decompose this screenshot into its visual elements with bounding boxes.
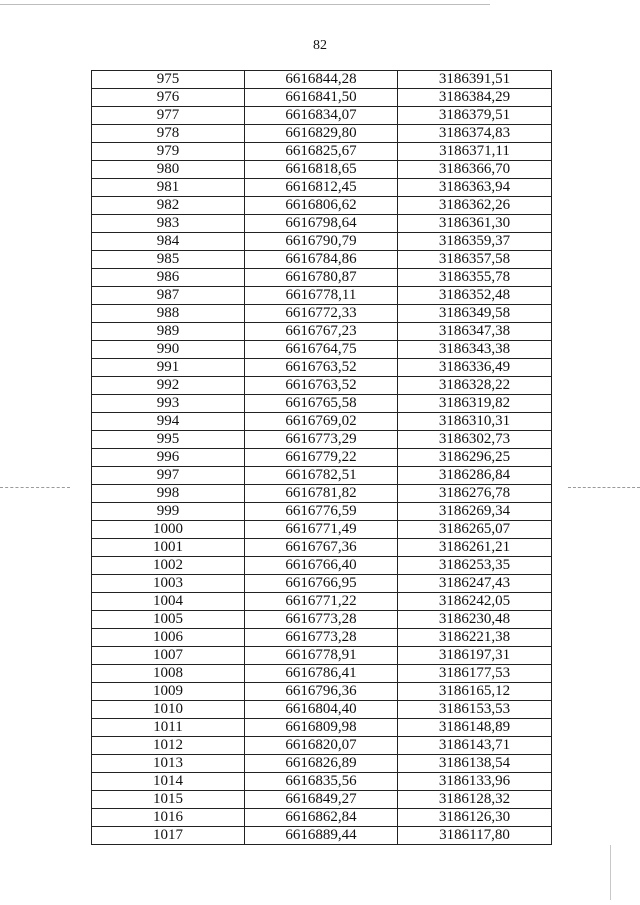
y-coordinate-cell: 3186117,80 (398, 827, 552, 845)
table-row (92, 791, 552, 809)
coordinates-table-body (92, 71, 552, 845)
y-coordinate-cell: 3186336,49 (398, 359, 552, 377)
table-row (92, 305, 552, 323)
x-coordinate-cell: 6616780,87 (245, 269, 398, 287)
y-coordinate-cell: 3186247,43 (398, 575, 552, 593)
x-coordinate-cell: 6616763,52 (245, 377, 398, 395)
point-number-cell: 1004 (92, 593, 245, 611)
x-coordinate-cell: 6616812,45 (245, 179, 398, 197)
point-number-cell: 978 (92, 125, 245, 143)
point-number-cell: 992 (92, 377, 245, 395)
y-coordinate-cell: 3186253,35 (398, 557, 552, 575)
y-coordinate-cell: 3186366,70 (398, 161, 552, 179)
x-coordinate-cell: 6616849,27 (245, 791, 398, 809)
x-coordinate-cell: 6616829,80 (245, 125, 398, 143)
x-coordinate-cell: 6616767,23 (245, 323, 398, 341)
table-row (92, 161, 552, 179)
table-row (92, 395, 552, 413)
point-number-cell: 1013 (92, 755, 245, 773)
x-coordinate-cell: 6616841,50 (245, 89, 398, 107)
point-number-cell: 993 (92, 395, 245, 413)
table-row (92, 647, 552, 665)
x-coordinate-cell: 6616763,52 (245, 359, 398, 377)
point-number-cell: 999 (92, 503, 245, 521)
table-row (92, 143, 552, 161)
x-coordinate-cell: 6616796,36 (245, 683, 398, 701)
x-coordinate-cell: 6616825,67 (245, 143, 398, 161)
x-coordinate-cell: 6616766,95 (245, 575, 398, 593)
y-coordinate-cell: 3186143,71 (398, 737, 552, 755)
point-number-cell: 977 (92, 107, 245, 125)
x-coordinate-cell: 6616765,58 (245, 395, 398, 413)
x-coordinate-cell: 6616771,49 (245, 521, 398, 539)
point-number-cell: 983 (92, 215, 245, 233)
table-row (92, 503, 552, 521)
table-row (92, 323, 552, 341)
x-coordinate-cell: 6616826,89 (245, 755, 398, 773)
table-row (92, 737, 552, 755)
top-rule (0, 4, 490, 5)
table-row (92, 539, 552, 557)
table-row (92, 197, 552, 215)
y-coordinate-cell: 3186138,54 (398, 755, 552, 773)
point-number-cell: 979 (92, 143, 245, 161)
point-number-cell: 1008 (92, 665, 245, 683)
x-coordinate-cell: 6616809,98 (245, 719, 398, 737)
y-coordinate-cell: 3186230,48 (398, 611, 552, 629)
y-coordinate-cell: 3186133,96 (398, 773, 552, 791)
y-coordinate-cell: 3186328,22 (398, 377, 552, 395)
point-number-cell: 980 (92, 161, 245, 179)
table-row (92, 809, 552, 827)
x-coordinate-cell: 6616806,62 (245, 197, 398, 215)
point-number-cell: 994 (92, 413, 245, 431)
y-coordinate-cell: 3186319,82 (398, 395, 552, 413)
table-row (92, 683, 552, 701)
table-row (92, 557, 552, 575)
left-margin-mark (0, 487, 70, 488)
x-coordinate-cell: 6616773,28 (245, 611, 398, 629)
point-number-cell: 986 (92, 269, 245, 287)
x-coordinate-cell: 6616778,11 (245, 287, 398, 305)
y-coordinate-cell: 3186343,38 (398, 341, 552, 359)
x-coordinate-cell: 6616844,28 (245, 71, 398, 89)
table-row (92, 269, 552, 287)
point-number-cell: 1014 (92, 773, 245, 791)
point-number-cell: 976 (92, 89, 245, 107)
table-row (92, 287, 552, 305)
y-coordinate-cell: 3186357,58 (398, 251, 552, 269)
page-number: 82 (313, 38, 327, 53)
table-row (92, 611, 552, 629)
y-coordinate-cell: 3186352,48 (398, 287, 552, 305)
point-number-cell: 998 (92, 485, 245, 503)
table-row (92, 593, 552, 611)
table-row (92, 701, 552, 719)
table-row (92, 773, 552, 791)
point-number-cell: 984 (92, 233, 245, 251)
table-row (92, 827, 552, 845)
y-coordinate-cell: 3186153,53 (398, 701, 552, 719)
y-coordinate-cell: 3186359,37 (398, 233, 552, 251)
point-number-cell: 1015 (92, 791, 245, 809)
x-coordinate-cell: 6616820,07 (245, 737, 398, 755)
side-rule (610, 845, 611, 900)
table-row (92, 341, 552, 359)
y-coordinate-cell: 3186242,05 (398, 593, 552, 611)
x-coordinate-cell: 6616779,22 (245, 449, 398, 467)
right-margin-mark (568, 487, 640, 488)
table-row (92, 107, 552, 125)
x-coordinate-cell: 6616781,82 (245, 485, 398, 503)
y-coordinate-cell: 3186302,73 (398, 431, 552, 449)
point-number-cell: 1012 (92, 737, 245, 755)
x-coordinate-cell: 6616784,86 (245, 251, 398, 269)
point-number-cell: 982 (92, 197, 245, 215)
y-coordinate-cell: 3186261,21 (398, 539, 552, 557)
x-coordinate-cell: 6616764,75 (245, 341, 398, 359)
point-number-cell: 1016 (92, 809, 245, 827)
y-coordinate-cell: 3186349,58 (398, 305, 552, 323)
x-coordinate-cell: 6616773,28 (245, 629, 398, 647)
point-number-cell: 1007 (92, 647, 245, 665)
point-number-cell: 987 (92, 287, 245, 305)
y-coordinate-cell: 3186362,26 (398, 197, 552, 215)
table-row (92, 431, 552, 449)
x-coordinate-cell: 6616766,40 (245, 557, 398, 575)
x-coordinate-cell: 6616771,22 (245, 593, 398, 611)
x-coordinate-cell: 6616782,51 (245, 467, 398, 485)
y-coordinate-cell: 3186391,51 (398, 71, 552, 89)
y-coordinate-cell: 3186371,11 (398, 143, 552, 161)
table-row (92, 71, 552, 89)
point-number-cell: 985 (92, 251, 245, 269)
x-coordinate-cell: 6616776,59 (245, 503, 398, 521)
y-coordinate-cell: 3186165,12 (398, 683, 552, 701)
y-coordinate-cell: 3186197,31 (398, 647, 552, 665)
table-row (92, 359, 552, 377)
point-number-cell: 1003 (92, 575, 245, 593)
table-row (92, 521, 552, 539)
table-row (92, 377, 552, 395)
y-coordinate-cell: 3186148,89 (398, 719, 552, 737)
point-number-cell: 1005 (92, 611, 245, 629)
table-row (92, 467, 552, 485)
table-row (92, 179, 552, 197)
x-coordinate-cell: 6616778,91 (245, 647, 398, 665)
x-coordinate-cell: 6616790,79 (245, 233, 398, 251)
y-coordinate-cell: 3186310,31 (398, 413, 552, 431)
x-coordinate-cell: 6616773,29 (245, 431, 398, 449)
y-coordinate-cell: 3186269,34 (398, 503, 552, 521)
x-coordinate-cell: 6616767,36 (245, 539, 398, 557)
y-coordinate-cell: 3186286,84 (398, 467, 552, 485)
table-row (92, 719, 552, 737)
y-coordinate-cell: 3186347,38 (398, 323, 552, 341)
point-number-cell: 997 (92, 467, 245, 485)
table-row (92, 449, 552, 467)
table-row (92, 251, 552, 269)
point-number-cell: 989 (92, 323, 245, 341)
point-number-cell: 991 (92, 359, 245, 377)
x-coordinate-cell: 6616798,64 (245, 215, 398, 233)
x-coordinate-cell: 6616835,56 (245, 773, 398, 791)
point-number-cell: 1011 (92, 719, 245, 737)
x-coordinate-cell: 6616818,65 (245, 161, 398, 179)
y-coordinate-cell: 3186374,83 (398, 125, 552, 143)
point-number-cell: 1017 (92, 827, 245, 845)
x-coordinate-cell: 6616786,41 (245, 665, 398, 683)
x-coordinate-cell: 6616834,07 (245, 107, 398, 125)
table-row (92, 233, 552, 251)
point-number-cell: 1006 (92, 629, 245, 647)
y-coordinate-cell: 3186177,53 (398, 665, 552, 683)
x-coordinate-cell: 6616889,44 (245, 827, 398, 845)
point-number-cell: 995 (92, 431, 245, 449)
coordinates-table (91, 70, 552, 845)
table-row (92, 485, 552, 503)
x-coordinate-cell: 6616862,84 (245, 809, 398, 827)
y-coordinate-cell: 3186126,30 (398, 809, 552, 827)
y-coordinate-cell: 3186128,32 (398, 791, 552, 809)
y-coordinate-cell: 3186384,29 (398, 89, 552, 107)
table-row (92, 89, 552, 107)
point-number-cell: 988 (92, 305, 245, 323)
x-coordinate-cell: 6616772,33 (245, 305, 398, 323)
point-number-cell: 1009 (92, 683, 245, 701)
point-number-cell: 1000 (92, 521, 245, 539)
y-coordinate-cell: 3186221,38 (398, 629, 552, 647)
point-number-cell: 981 (92, 179, 245, 197)
y-coordinate-cell: 3186276,78 (398, 485, 552, 503)
table-row (92, 755, 552, 773)
table-row (92, 575, 552, 593)
table-row (92, 629, 552, 647)
table-row (92, 665, 552, 683)
point-number-cell: 975 (92, 71, 245, 89)
point-number-cell: 1002 (92, 557, 245, 575)
y-coordinate-cell: 3186355,78 (398, 269, 552, 287)
point-number-cell: 996 (92, 449, 245, 467)
y-coordinate-cell: 3186361,30 (398, 215, 552, 233)
y-coordinate-cell: 3186363,94 (398, 179, 552, 197)
y-coordinate-cell: 3186265,07 (398, 521, 552, 539)
y-coordinate-cell: 3186296,25 (398, 449, 552, 467)
x-coordinate-cell: 6616804,40 (245, 701, 398, 719)
point-number-cell: 990 (92, 341, 245, 359)
table-row (92, 413, 552, 431)
point-number-cell: 1010 (92, 701, 245, 719)
table-row (92, 125, 552, 143)
table-row (92, 215, 552, 233)
x-coordinate-cell: 6616769,02 (245, 413, 398, 431)
point-number-cell: 1001 (92, 539, 245, 557)
y-coordinate-cell: 3186379,51 (398, 107, 552, 125)
